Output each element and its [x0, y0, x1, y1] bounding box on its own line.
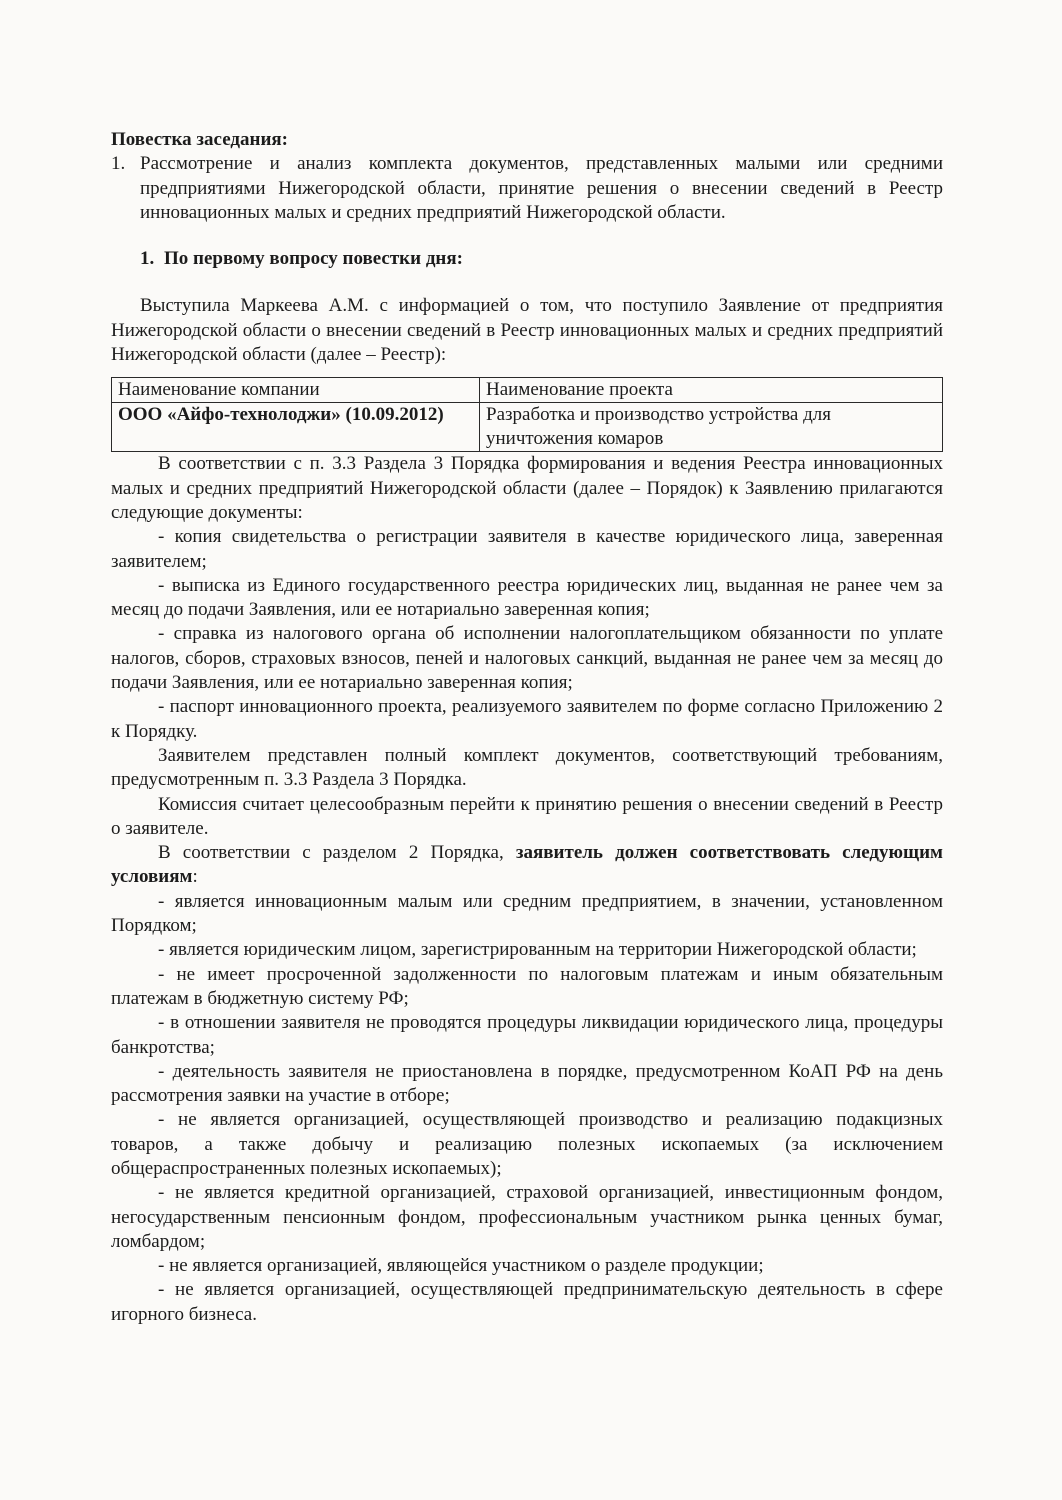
condition-item: - не является организацией, осуществляющей производство и реализацию подакцизных товаров, а также добычу и реализацию полезных ископаемых (за исключением общераспространенных полезных ископаемых); [111, 1109, 943, 1179]
complete-statement: Заявителем представлен полный комплект документов, соответствующий требованиям, предусмотренным п. 3.3 Раздела 3 Порядка. [111, 744, 943, 791]
condition-item: - не является кредитной организацией, страховой организацией, инвестиционным фондом, негосударственным пенсионным фондом, профессиональным участником рынка ценных бумаг, ломбардом; [111, 1182, 943, 1252]
condition-item: - не является организацией, осуществляющей предпринимательскую деятельность в сфере игорного бизнеса. [111, 1279, 943, 1325]
section-intro: Выступила Маркеева А.М. с информацией о том, что поступило Заявление от предприятия Нижегородской области о внесении сведений в Реестр инновационных малых и средних предприятий Нижегородской области (далее – Реестр): [111, 295, 943, 366]
conditions-intro-bold: заявитель должен соответствовать следующим условиям [111, 842, 943, 888]
docs-intro: В соответствии с п. 3.3 Раздела 3 Порядка формирования и ведения Реестра инновационных малых и средних предприятий Нижегородской области (далее – Порядок) к Заявлению прилагаются следующие документы: [111, 453, 943, 523]
table-row [112, 403, 943, 452]
condition-item: - не имеет просроченной задолженности по налоговым платежам и иным обязательным платежам в бюджетную систему РФ; [111, 963, 943, 1009]
condition-item: - в отношении заявителя не проводятся процедуры ликвидации юридического лица, процедуры банкротства; [111, 1012, 943, 1058]
agenda-item-text: Рассмотрение и анализ комплекта документов, представленных малыми или средними предприятиями Нижегородской области, принятие решения о внесении сведений в Реестр инновационных малых и средних предприятий Нижегородской области. [140, 153, 943, 223]
conditions-intro [111, 841, 943, 890]
condition-item: - является юридическим лицом, зарегистрированным на территории Нижегородской области; [158, 939, 917, 961]
agenda-list [111, 152, 943, 225]
condition-item: - не является организацией, являющейся участником о разделе продукции; [158, 1255, 764, 1277]
doc-item: - справка из налогового органа об исполнении налогоплательщиком обязанности по уплате налогов, сборов, страховых взносов, пеней и налоговых санкций, выданная не ранее чем за месяц до подачи Заявления, или ее нотариально заверенная копия; [111, 623, 943, 694]
table-header-row [112, 378, 943, 403]
section-title: По первому вопросу повестки дня: [164, 248, 463, 270]
condition-item: - деятельность заявителя не приостановлена в порядке, предусмотренном КоАП РФ на день рассмотрения заявки на участие в отборе; [111, 1060, 943, 1107]
agenda-item [111, 152, 943, 225]
conditions-intro-tail: : [192, 866, 198, 888]
document-body [111, 128, 943, 1327]
section-heading [111, 247, 943, 271]
table-cell-company: ООО «Айфо-технолоджи» (10.09.2012) [112, 403, 480, 452]
doc-item: - копия свидетельства о регистрации заявителя в качестве юридического лица, заверенная заявителем; [111, 526, 943, 572]
companies-table [111, 377, 943, 452]
conditions-intro-plain: В соответствии с разделом 2 Порядка, [158, 842, 516, 864]
table-header-company: Наименование компании [112, 378, 480, 403]
table-cell-project: Разработка и производство устройства для уничтожения комаров [480, 403, 943, 452]
agenda-heading: Повестка заседания: [111, 129, 289, 150]
section-number: 1. [140, 248, 155, 270]
doc-item: - паспорт инновационного проекта, реализуемого заявителем по форме согласно Приложению 2 к Порядку. [111, 696, 943, 742]
condition-item: - является инновационным малым или средним предприятием, в значении, установленном Порядком; [111, 890, 943, 937]
doc-item: - выписка из Единого государственного реестра юридических лиц, выданная не ранее чем за месяц до подачи Заявления, или ее нотариально заверенная копия; [111, 574, 943, 621]
agenda-item-number: 1. [111, 153, 126, 175]
table-header-project: Наименование проекта [480, 378, 943, 403]
commission-statement: Комиссия считает целесообразным перейти к принятию решения о внесении сведений в Реестр о заявителе. [111, 793, 943, 839]
